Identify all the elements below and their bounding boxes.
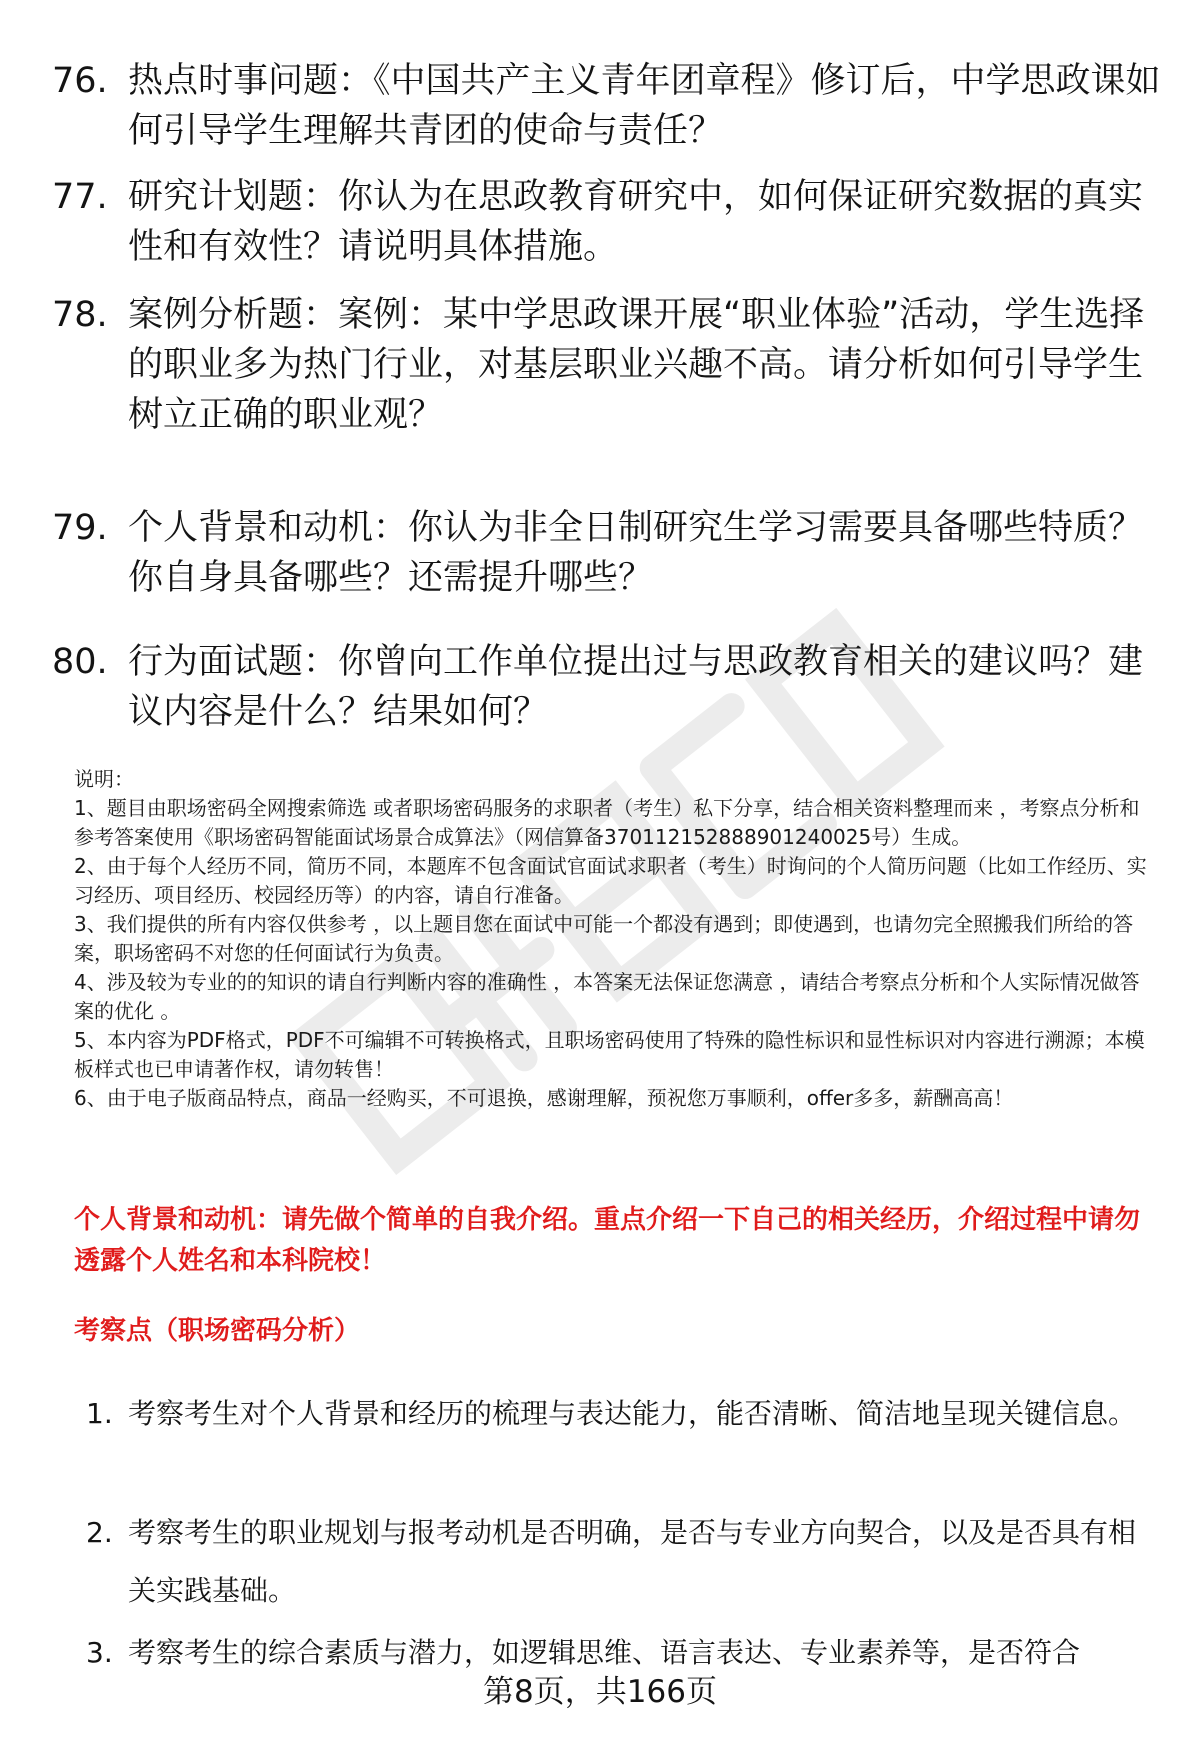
list-item-text: 考察考生的综合素质与潜力，如逻辑思维、语言表达、专业素养等，是否符合 bbox=[128, 1636, 1081, 1669]
question-heading: 个人背景和动机：请先做个简单的自我介绍。重点介绍一下自己的相关经历，介绍过程中请勿透露个人姓名和本科院校！ bbox=[74, 1205, 1141, 1276]
question-item bbox=[52, 637, 1162, 737]
question-number: 79. bbox=[52, 508, 108, 548]
page-number: 第8页，共166页 bbox=[483, 1674, 717, 1710]
list-item bbox=[74, 1385, 1154, 1443]
question-item bbox=[52, 172, 1162, 272]
question-item bbox=[52, 56, 1162, 156]
notes-section bbox=[74, 765, 1154, 1113]
question-text: 热点时事问题：《中国共产主义青年团章程》修订后，中学思政课如何引导学生理解共青团的使命与责任？ bbox=[128, 61, 1161, 151]
notes-heading: 说明： bbox=[74, 767, 134, 791]
list-item-number: 1. bbox=[86, 1397, 113, 1430]
question-text: 研究计划题：你认为在思政教育研究中，如何保证研究数据的真实性和有效性？请说明具体措施。 bbox=[128, 177, 1144, 267]
question-number: 80. bbox=[52, 642, 108, 682]
question-number: 76. bbox=[52, 61, 108, 101]
question-text: 个人背景和动机：你认为非全日制研究生学习需要具备哪些特质？你自身具备哪些？还需提升哪些？ bbox=[128, 508, 1144, 598]
list-item-number: 2. bbox=[86, 1516, 113, 1549]
question-item bbox=[52, 290, 1162, 440]
question-number: 78. bbox=[52, 295, 108, 335]
note-item: 1、题目由职场密码全网搜索筛选 或者职场密码服务的求职者（考生）私下分享，结合相关资料整理而来 ，考察点分析和参考答案使用《职场密码智能面试场景合成算法》（网信算备370112152888901240025号）生成。 bbox=[74, 796, 1140, 849]
list-item bbox=[74, 1504, 1154, 1620]
list-item-text: 考察考生的职业规划与报考动机是否明确，是否与专业方向契合，以及是否具有相关实践基础。 bbox=[128, 1516, 1137, 1607]
note-item: 2、由于每个人经历不同，简历不同，本题库不包含面试官面试求职者（考生）时询问的个人简历问题（比如工作经历、实习经历、项目经历、校园经历等）的内容，请自行准备。 bbox=[74, 854, 1147, 907]
question-number: 77. bbox=[52, 177, 108, 217]
note-item: 5、本内容为PDF格式，PDF不可编辑不可转换格式，且职场密码使用了特殊的隐性标识和显性标识对内容进行溯源；本模板样式也已申请著作权，请勿转售！ bbox=[74, 1028, 1145, 1081]
section-subtitle: 考察点（职场密码分析） bbox=[74, 1316, 361, 1346]
question-text: 行为面试题：你曾向工作单位提出过与思政教育相关的建议吗？建议内容是什么？结果如何？ bbox=[128, 642, 1144, 732]
list-item-text: 考察考生对个人背景和经历的梳理与表达能力，能否清晰、简洁地呈现关键信息。 bbox=[128, 1397, 1137, 1430]
note-item: 4、涉及较为专业的的知识的请自行判断内容的准确性 ，本答案无法保证您满意 ，请结合考察点分析和个人实际情况做答案的优化 。 bbox=[74, 970, 1140, 1023]
note-item: 3、我们提供的所有内容仅供参考 ，以上题目您在面试中可能一个都没有遇到；即使遇到，也请勿完全照搬我们所给的答案，职场密码不对您的任何面试行为负责。 bbox=[74, 912, 1134, 965]
list-item-number: 3. bbox=[86, 1636, 113, 1669]
question-item bbox=[52, 503, 1162, 603]
list-item bbox=[74, 1624, 1154, 1674]
note-item: 6、由于电子版商品特点，商品一经购买，不可退换，感谢理解，预祝您万事顺利，offer多多，薪酬高高！ bbox=[74, 1086, 1014, 1110]
question-text: 案例分析题：案例：某中学思政课开展“职业体验”活动，学生选择的职业多为热门行业，对基层职业兴趣不高。请分析如何引导学生树立正确的职业观？ bbox=[128, 295, 1145, 435]
